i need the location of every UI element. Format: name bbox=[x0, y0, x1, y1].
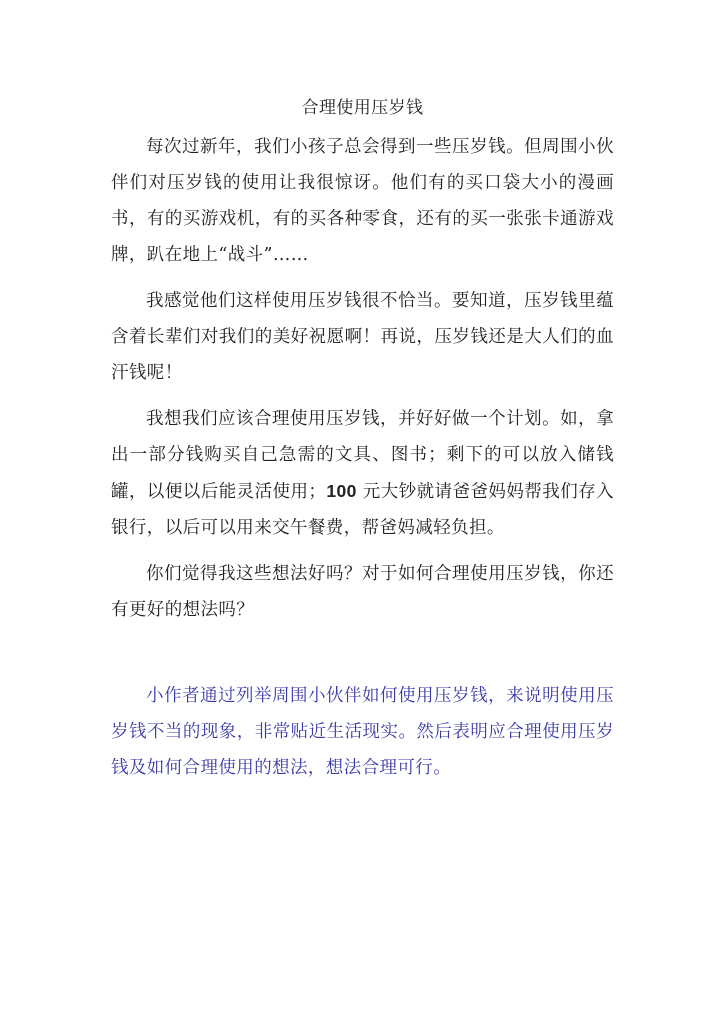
amount-100: 100 bbox=[326, 481, 357, 501]
essay-title: 合理使用压岁钱 bbox=[301, 98, 424, 118]
document-body bbox=[111, 93, 614, 796]
paragraph-4: 你们觉得我这些想法好吗？对于如何合理使用压岁钱，你还有更好的想法吗？ bbox=[111, 564, 614, 620]
paragraph-3-part-1: 我想我们应该合理使用压岁钱，并好好做一个计划。如，拿出一部分钱购买自己急需的文具、图书；剩下的可以放入储钱罐，以便以后能灵活使用； bbox=[111, 409, 614, 502]
paragraph-1: 每次过新年，我们小孩子总会得到一些压岁钱。但周围小伙伴们对压岁钱的使用让我很惊讶。他们有的买口袋大小的漫画书，有的买游戏机，有的买各种零食，还有的买一张张卡通游戏牌，趴在地上“战斗”…… bbox=[111, 137, 614, 265]
paragraph-3-part-2: 元大钞就请爸爸妈妈帮我们存入银行，以后可以用来交午餐费，帮爸妈减轻负担。 bbox=[111, 482, 614, 538]
teacher-comment: 小作者通过列举周围小伙伴如何使用压岁钱，来说明使用压岁钱不当的现象，非常贴近生活现实。然后表明应合理使用压岁钱及如何合理使用的想法，想法合理可行。 bbox=[111, 686, 614, 778]
paragraph-2: 我感觉他们这样使用压岁钱很不恰当。要知道，压岁钱里蕴含着长辈们对我们的美好祝愿啊！再说，压岁钱还是大人们的血汗钱呢！ bbox=[111, 291, 614, 383]
paragraph-3 bbox=[111, 401, 614, 546]
